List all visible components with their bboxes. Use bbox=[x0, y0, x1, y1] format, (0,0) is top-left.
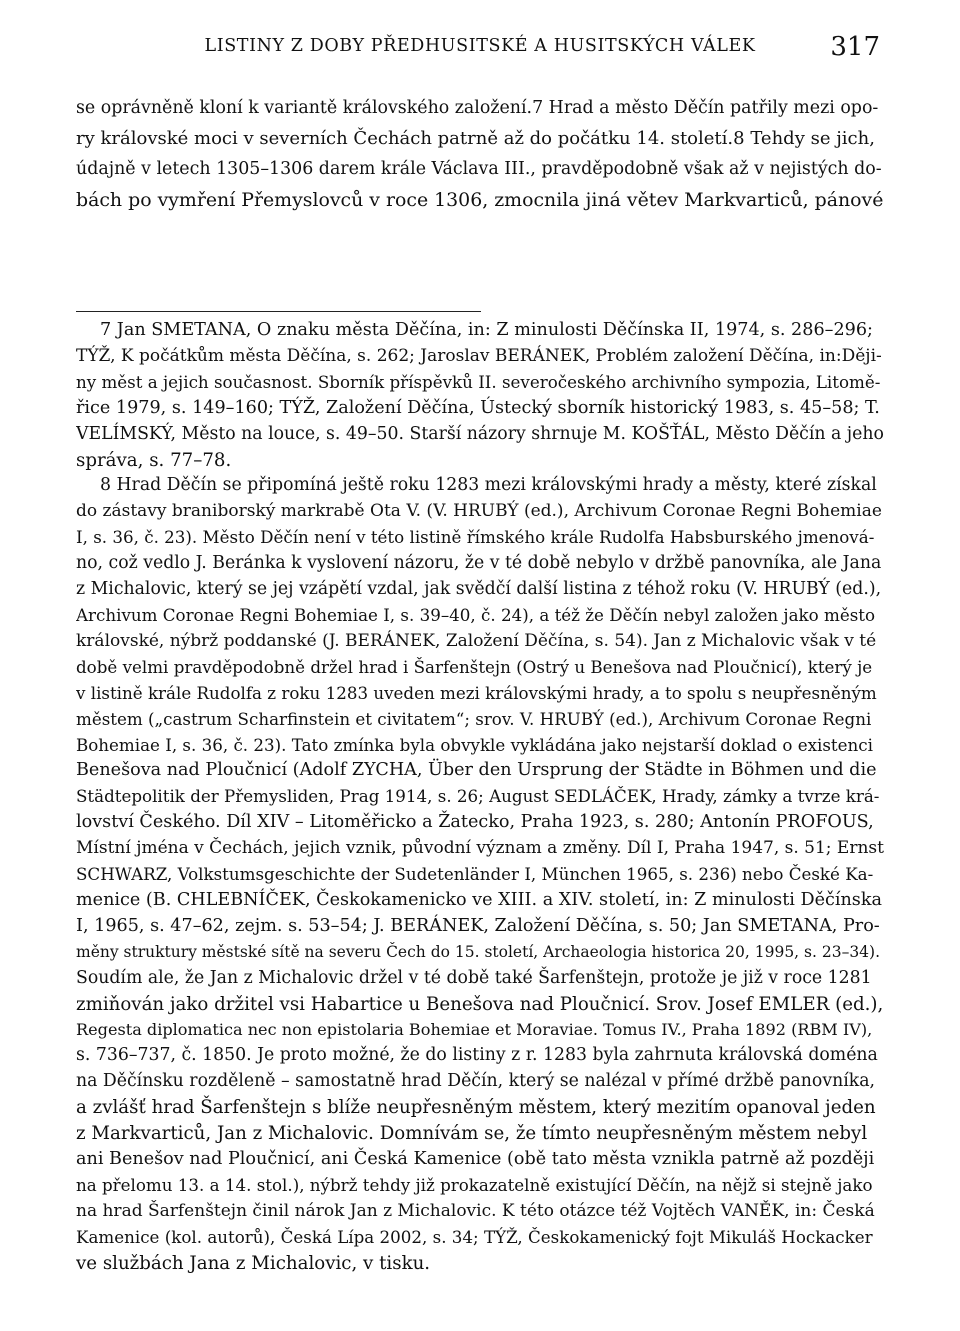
footnote-line: Benešova nad Ploučnicí (Adolf ZYCHA, Über den Ursprung der Städte in Böhmen und die bbox=[76, 760, 877, 781]
footnote-line: správa, s. 77–78. bbox=[76, 449, 232, 471]
footnote-line: Soudím ale, že Jan z Michalovic držel v té době také Šarfenštejn, protože je již v roce 1281 bbox=[76, 967, 872, 988]
footnote-line: Städtepolitik der Přemysliden, Prag 1914, s. 26; August SEDLÁČEK, Hrady, zámky a tvrze krá- bbox=[76, 786, 880, 807]
footnote-line: a zvlášť hrad Šarfenštejn s blíže neupřesněným městem, který mezitím opanoval jeden bbox=[76, 1097, 876, 1119]
footnote-line: zmiňován jako držitel vsi Habartice u Benešova nad Ploučnicí. Srov. Josef EMLER (ed.), bbox=[76, 993, 884, 1015]
footnote-line: ve službách Jana z Michalovic, v tisku. bbox=[76, 1252, 431, 1274]
running-title: LISTINY Z DOBY PŘEDHUSITSKÉ A HUSITSKÝCH VÁLEK bbox=[204, 36, 756, 56]
running-head bbox=[76, 32, 884, 62]
footnote-line: do zástavy braniborský markrabě Ota V. (V. HRUBÝ (ed.), Archivum Coronae Regni Bohemiae bbox=[76, 501, 882, 522]
footnote-line: no, což vedlo J. Beránka k vyslovení názoru, že v té době nebylo v držbě panovníka, ale Jana bbox=[76, 553, 882, 574]
footnote-line: měny struktury městské sítě na severu Čech do 15. století, Archaeologia historica 20, 1995, s. 23–34). bbox=[76, 942, 881, 961]
footnote-line: VELÍMSKÝ, Město na louce, s. 49–50. Starší názory shrnuje M. KOŠŤÁL, Město Děčín a jeho bbox=[76, 423, 884, 444]
footnote-line: SCHWARZ, Volkstumsgeschichte der Sudetenländer I, München 1965, s. 236) nebo České Ka- bbox=[76, 864, 874, 885]
body-line: údajně v letech 1305–1306 darem krále Václava III., pravděpodobně však až v nejistých do- bbox=[76, 159, 882, 179]
footnote-line: lovství Českého. Díl XIV – Litoměřicko a Žatecko, Praha 1923, s. 280; Antonín PROFOUS, bbox=[76, 812, 874, 833]
footnote-line: v listině krále Rudolfa z roku 1283 uveden mezi královskými hrady, a to spolu s neupřesněným bbox=[76, 682, 877, 703]
footnote-line: Bohemiae I, s. 36, č. 23). Tato zmínka byla obvykle vykládána jako nejstarší doklad o existenci bbox=[76, 734, 873, 755]
footnote-line: 8 Hrad Děčín se připomíná ještě roku 1283 mezi královskými hrady a městy, které získal bbox=[100, 475, 877, 496]
footnote-line: době velmi pravděpodobně držel hrad i Šarfenštejn (Ostrý u Benešova nad Ploučnicí), který je bbox=[76, 656, 873, 677]
footnote-line: královské, nýbrž poddanské (J. BERÁNEK, Založení Děčína, s. 54). Jan z Michalovic však v té bbox=[76, 630, 877, 651]
footnote-line: I, 1965, s. 47–62, zejm. s. 53–54; J. BERÁNEK, Založení Děčína, s. 50; Jan SMETANA, Pro- bbox=[76, 915, 880, 936]
footnote-separator bbox=[76, 311, 481, 312]
footnote-line: TÝŽ, K počátkům města Děčína, s. 262; Jaroslav BERÁNEK, Problém založení Děčína, in:Ději- bbox=[76, 345, 882, 366]
footnote-line: z Markvarticů, Jan z Michalovic. Domnívám se, že tímto neupřesněným městem nebyl bbox=[76, 1123, 868, 1145]
footnote-line: na hrad Šarfenštejn činil nárok Jan z Michalovic. K této otázce též Vojtěch VANĚK, in: Česká bbox=[76, 1200, 875, 1221]
footnotes bbox=[76, 318, 884, 1277]
footnote-line: řice 1979, s. 149–160; TÝŽ, Založení Děčína, Ústecký sborník historický 1983, s. 45–58; T. bbox=[76, 397, 880, 418]
body-line: bách po vymření Přemyslovců v roce 1306, zmocnila jiná větev Markvarticů, pánové bbox=[76, 188, 884, 211]
footnote-line: Kamenice (kol. autorů), Česká Lípa 2002, s. 34; TÝŽ, Českokamenický fojt Mikuláš Hockacker bbox=[76, 1226, 873, 1247]
footnote-line: Regesta diplomatica nec non epistolaria Bohemiae et Moraviae. Tomus IV., Praha 1892 (RBM IV), bbox=[76, 1020, 873, 1040]
footnote-line: městem („castrum Scharfinstein et civitatem“; srov. V. HRUBÝ (ed.), Archivum Coronae Regni bbox=[76, 708, 872, 729]
footnote-line: na Děčínsku rozděleně – samostatně hrad Děčín, který se nalézal v přímé držbě panovníka, bbox=[76, 1071, 876, 1092]
footnote-line: s. 736–737, č. 1850. Je proto možné, že do listiny z r. 1283 byla zahrnuta královská doména bbox=[76, 1045, 878, 1066]
footnote-line: Archivum Coronae Regni Bohemiae I, s. 39–40, č. 24), a též že Děčín nebyl založen jako město bbox=[76, 604, 876, 625]
footnote-line: menice (B. CHLEBNÍČEK, Českokamenicko ve XIII. a XIV. století, in: Z minulosti Děčínska bbox=[76, 889, 882, 910]
footnote-line: 7 Jan SMETANA, O znaku města Děčína, in: Z minulosti Děčínska II, 1974, s. 286–296; bbox=[100, 320, 873, 340]
body-line: se oprávněně kloní k variantě královského založení.7 Hrad a město Děčín patřily mezi opo- bbox=[76, 98, 879, 118]
footnote-line: ani Benešov nad Ploučnicí, ani Česká Kamenice (obě tato města vznikla patrně až později bbox=[76, 1149, 875, 1169]
footnote-line: I, s. 36, č. 23). Město Děčín není v této listině římského krále Rudolfa Habsburského jmenová- bbox=[76, 527, 875, 548]
body-text bbox=[76, 93, 884, 215]
page-number: 317 bbox=[830, 32, 880, 62]
footnote-line: na přelomu 13. a 14. stol.), nýbrž tehdy již prokazatelně existující Děčín, na nějž si stejně jako bbox=[76, 1174, 873, 1195]
footnote-line: z Michalovic, který se jej vzápětí vzdal, jak svědčí další listina z téhož roku (V. HRUBÝ (ed.), bbox=[76, 579, 882, 600]
footnote-line: ny měst a jejich současnost. Sborník příspěvků II. severočeského archivního sympozia, Litomě- bbox=[76, 371, 881, 392]
footnote-line: Místní jména v Čechách, jejich vznik, původní význam a změny. Díl I, Praha 1947, s. 51; Ernst bbox=[76, 838, 884, 859]
body-line: ry královské moci v severních Čechách patrně až do počátku 14. století.8 Tehdy se jich, bbox=[76, 127, 875, 149]
